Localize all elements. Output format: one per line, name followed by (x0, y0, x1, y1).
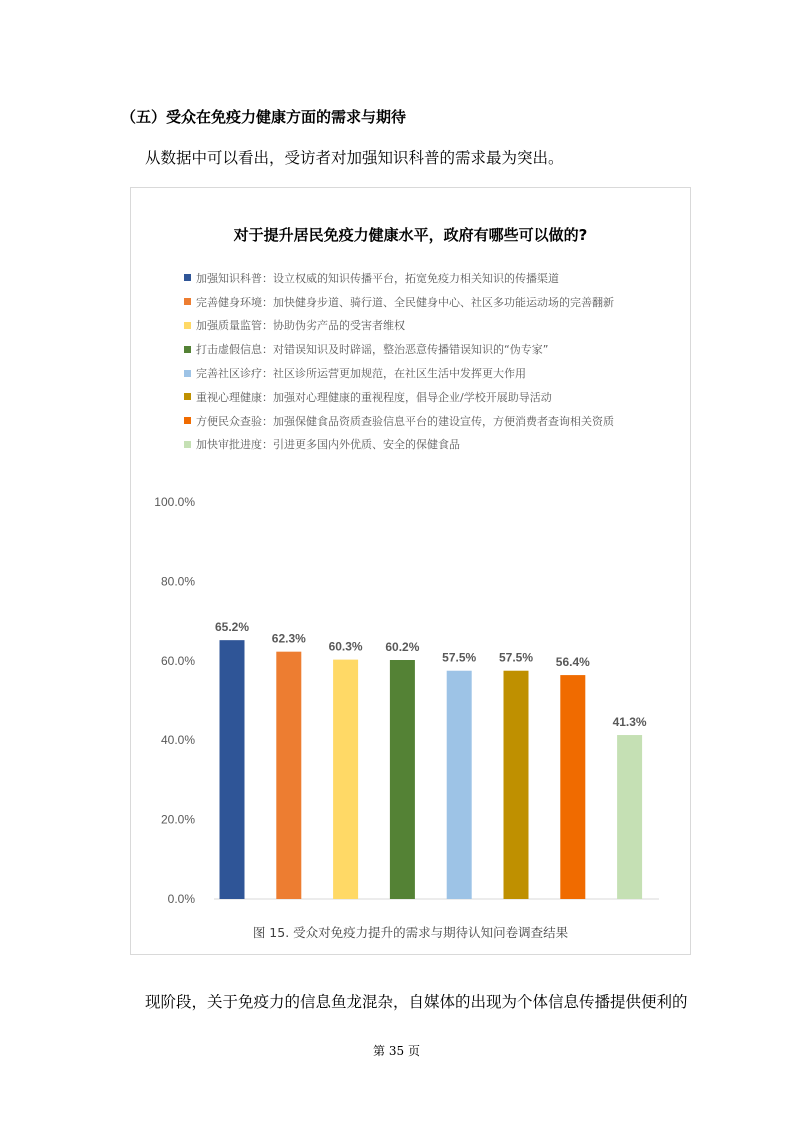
bar-value-label: 62.3% (271, 631, 306, 646)
y-tick-label: 60.0% (160, 653, 195, 668)
legend-label: 加快审批进度：引进更多国内外优质、安全的保健食品 (196, 438, 460, 452)
legend-label: 重视心理健康：加强对心理健康的重视程度，倡导企业/学校开展助导活动 (196, 390, 552, 404)
y-tick-label: 20.0% (160, 812, 195, 827)
page-number: 第 35 页 (373, 1044, 420, 1058)
bar (390, 660, 415, 899)
bar (447, 671, 472, 899)
bar-value-label: 41.3% (612, 715, 647, 730)
legend-label: 完善健身环境：加快健身步道、骑行道、全民健身中心、社区多功能运动场的完善翻新 (196, 295, 614, 309)
bar-value-label: 57.5% (442, 650, 477, 665)
chart-title: 对于提升居民免疫力健康水平，政府有哪些可以做的? (233, 226, 588, 244)
legend-label: 方便民众查验：加强保健食品资质查验信息平台的建设宣传，方便消费者查询相关资质 (196, 414, 614, 428)
bar (276, 652, 301, 899)
body-paragraph: 现阶段，关于免疫力的信息鱼龙混杂，自媒体的出现为个体信息传播提供便利的 (145, 993, 688, 1011)
legend-label: 加强知识科普：设立权威的知识传播平台，拓宽免疫力相关知识的传播渠道 (196, 271, 559, 285)
bar (220, 640, 245, 899)
bar-value-label: 60.3% (328, 639, 363, 654)
chart-figure (130, 187, 691, 955)
y-tick-label: 80.0% (160, 574, 195, 589)
section-heading: （五）受众在免疫力健康方面的需求与期待 (121, 108, 407, 126)
bar (560, 675, 585, 899)
bar-value-label: 65.2% (214, 620, 250, 635)
legend-label: 打击虚假信息：对错误知识及时辟谣，整治恶意传播错误知识的“伪专家” (196, 343, 549, 357)
legend-label: 完善社区诊疗：社区诊所运营更加规范，在社区生活中发挥更大作用 (196, 367, 526, 381)
figure-caption: 图 15. 受众对免疫力提升的需求与期待认知问卷调查结果 (252, 925, 569, 940)
legend-label: 加强质量监管：协助伪劣产品的受害者维权 (196, 319, 405, 333)
bar (333, 660, 358, 899)
intro-paragraph: 从数据中可以看出，受访者对加强知识科普的需求最为突出。 (145, 149, 564, 167)
y-tick-label: 100.0% (154, 495, 195, 509)
bar-value-label: 56.4% (555, 655, 590, 670)
bar-value-label: 60.2% (385, 640, 420, 655)
y-tick-label: 40.0% (160, 733, 195, 748)
y-tick-label: 0.0% (167, 892, 195, 906)
bar (617, 735, 642, 899)
bar-value-label: 57.5% (498, 650, 534, 665)
bar (504, 671, 529, 899)
bar-chart-plot (131, 188, 692, 956)
